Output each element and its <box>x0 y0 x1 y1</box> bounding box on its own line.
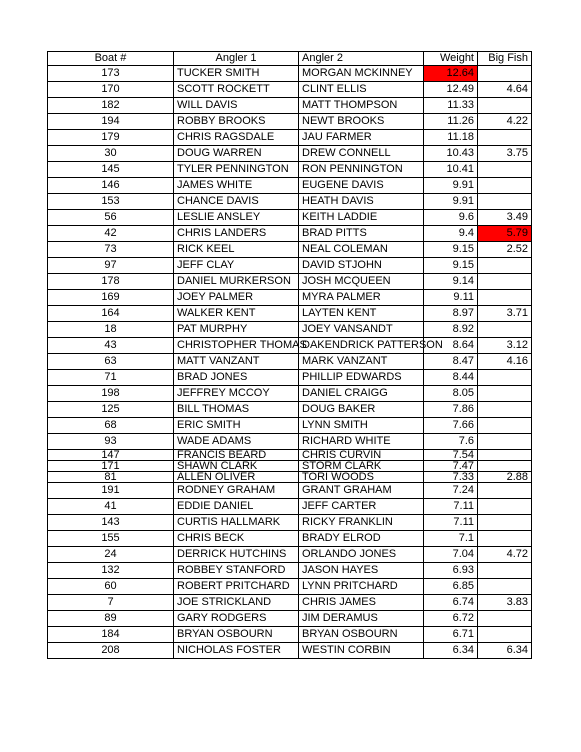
big-fish-cell: 3.49 <box>478 210 532 226</box>
weight-cell: 6.71 <box>424 627 478 643</box>
boat-number-cell: 191 <box>48 483 174 499</box>
boat-number-cell: 18 <box>48 322 174 338</box>
angler-2-cell: JOSH MCQUEEN <box>299 274 424 290</box>
table-row <box>48 499 532 515</box>
big-fish-cell: 3.12 <box>478 338 532 354</box>
table-row <box>48 114 532 130</box>
angler-2-cell: LAYTEN KENT <box>299 306 424 322</box>
weight-cell: 6.93 <box>424 563 478 579</box>
boat-number-cell: 145 <box>48 162 174 178</box>
big-fish-cell <box>478 483 532 499</box>
big-fish-cell <box>478 515 532 531</box>
angler-1-cell: CHRIS LANDERS <box>174 226 299 242</box>
big-fish-cell <box>478 130 532 146</box>
table-row <box>48 306 532 322</box>
big-fish-cell <box>478 579 532 595</box>
big-fish-cell <box>478 66 532 82</box>
angler-2-cell: RON PENNINGTON <box>299 162 424 178</box>
angler-2-cell: RICKY FRANKLIN <box>299 515 424 531</box>
table-row <box>48 627 532 643</box>
angler-1-cell: NICHOLAS FOSTER <box>174 643 299 659</box>
angler-2-cell: EUGENE DAVIS <box>299 178 424 194</box>
angler-1-cell: WALKER KENT <box>174 306 299 322</box>
weight-cell: 7.04 <box>424 547 478 563</box>
weight-cell: 11.18 <box>424 130 478 146</box>
boat-number-cell: 164 <box>48 306 174 322</box>
big-fish-cell: 3.83 <box>478 595 532 611</box>
boat-number-cell: 178 <box>48 274 174 290</box>
boat-number-cell: 173 <box>48 66 174 82</box>
angler-1-cell: SCOTT ROCKETT <box>174 82 299 98</box>
boat-number-cell: 93 <box>48 434 174 450</box>
boat-number-cell: 171 <box>48 461 174 472</box>
big-fish-cell: 2.88 <box>478 472 532 483</box>
big-fish-cell <box>478 178 532 194</box>
angler-1-cell: ROBBEY STANFORD <box>174 563 299 579</box>
boat-number-cell: 43 <box>48 338 174 354</box>
big-fish-cell <box>478 274 532 290</box>
boat-number-cell: 42 <box>48 226 174 242</box>
weight-cell: 10.41 <box>424 162 478 178</box>
angler-1-cell: CHRIS BECK <box>174 531 299 547</box>
weight-cell: 9.15 <box>424 242 478 258</box>
big-fish-cell <box>478 386 532 402</box>
angler-1-cell: JOE STRICKLAND <box>174 595 299 611</box>
table-row <box>48 290 532 306</box>
angler-1-cell: SHAWN CLARK <box>174 461 299 472</box>
weight-cell: 9.91 <box>424 178 478 194</box>
table-row <box>48 386 532 402</box>
big-fish-cell <box>478 563 532 579</box>
results-table <box>47 51 532 659</box>
weight-cell: 7.66 <box>424 418 478 434</box>
table-row <box>48 402 532 418</box>
table-row <box>48 515 532 531</box>
angler-1-cell: JOEY PALMER <box>174 290 299 306</box>
table-row <box>48 611 532 627</box>
boat-number-cell: 194 <box>48 114 174 130</box>
angler-2-cell: JEFF CARTER <box>299 499 424 515</box>
angler-1-cell: TUCKER SMITH <box>174 66 299 82</box>
weight-cell: 8.05 <box>424 386 478 402</box>
angler-1-cell: WADE ADAMS <box>174 434 299 450</box>
angler-2-cell: JIM DERAMUS <box>299 611 424 627</box>
boat-number-cell: 155 <box>48 531 174 547</box>
angler-2-cell: TORI WOODS <box>299 472 424 483</box>
weight-cell: 12.49 <box>424 82 478 98</box>
table-row <box>48 579 532 595</box>
boat-number-cell: 41 <box>48 499 174 515</box>
header-boat: Boat # <box>48 52 174 66</box>
boat-number-cell: 184 <box>48 627 174 643</box>
angler-1-cell: RODNEY GRAHAM <box>174 483 299 499</box>
weight-cell: 11.26 <box>424 114 478 130</box>
big-fish-cell: 6.34 <box>478 643 532 659</box>
angler-2-cell: WESTIN CORBIN <box>299 643 424 659</box>
table-row <box>48 472 532 483</box>
big-fish-cell <box>478 290 532 306</box>
angler-2-cell: BRAD PITTS <box>299 226 424 242</box>
angler-2-cell: MATT THOMPSON <box>299 98 424 114</box>
angler-1-cell: PAT MURPHY <box>174 322 299 338</box>
table-row <box>48 194 532 210</box>
angler-2-cell: JASON HAYES <box>299 563 424 579</box>
big-fish-cell <box>478 402 532 418</box>
big-fish-cell <box>478 418 532 434</box>
angler-1-cell: BRYAN OSBOURN <box>174 627 299 643</box>
table-row <box>48 434 532 450</box>
table-row <box>48 226 532 242</box>
boat-number-cell: 97 <box>48 258 174 274</box>
angler-2-cell: BRYAN OSBOURN <box>299 627 424 643</box>
big-fish-cell <box>478 450 532 461</box>
angler-2-cell: DREW CONNELL <box>299 146 424 162</box>
angler-1-cell: JEFF CLAY <box>174 258 299 274</box>
angler-2-cell: RICHARD WHITE <box>299 434 424 450</box>
angler-1-cell: TYLER PENNINGTON <box>174 162 299 178</box>
table-row <box>48 370 532 386</box>
weight-cell: 7.86 <box>424 402 478 418</box>
boat-number-cell: 60 <box>48 579 174 595</box>
angler-2-cell: DOUG BAKER <box>299 402 424 418</box>
weight-cell: 7.11 <box>424 499 478 515</box>
angler-2-cell: JOEY VANSANDT <box>299 322 424 338</box>
weight-cell: 9.15 <box>424 258 478 274</box>
angler-1-cell: ROBERT PRITCHARD <box>174 579 299 595</box>
weight-cell: 9.14 <box>424 274 478 290</box>
boat-number-cell: 208 <box>48 643 174 659</box>
weight-cell: 8.92 <box>424 322 478 338</box>
table-row <box>48 322 532 338</box>
big-fish-cell <box>478 461 532 472</box>
weight-cell: 8.97 <box>424 306 478 322</box>
boat-number-cell: 24 <box>48 547 174 563</box>
weight-cell: 9.11 <box>424 290 478 306</box>
weight-cell: 7.47 <box>424 461 478 472</box>
weight-cell: 7.33 <box>424 472 478 483</box>
angler-1-cell: DOUG WARREN <box>174 146 299 162</box>
angler-1-cell: WILL DAVIS <box>174 98 299 114</box>
boat-number-cell: 89 <box>48 611 174 627</box>
angler-2-cell: STORM CLARK <box>299 461 424 472</box>
header-weight: Weight <box>424 52 478 66</box>
angler-1-cell: GARY RODGERS <box>174 611 299 627</box>
table-row <box>48 338 532 354</box>
angler-2-cell: HEATH DAVIS <box>299 194 424 210</box>
boat-number-cell: 132 <box>48 563 174 579</box>
header-big-fish: Big Fish <box>478 52 532 66</box>
weight-cell: 10.43 <box>424 146 478 162</box>
angler-2-cell: PHILLIP EDWARDS <box>299 370 424 386</box>
boat-number-cell: 125 <box>48 402 174 418</box>
angler-2-cell: CLINT ELLIS <box>299 82 424 98</box>
boat-number-cell: 179 <box>48 130 174 146</box>
big-fish-cell: 5.79 <box>478 226 532 242</box>
table-row <box>48 210 532 226</box>
angler-2-cell: DANIEL CRAIGG <box>299 386 424 402</box>
angler-1-cell: MATT VANZANT <box>174 354 299 370</box>
weight-cell: 9.4 <box>424 226 478 242</box>
weight-cell: 6.74 <box>424 595 478 611</box>
table-row <box>48 146 532 162</box>
header-angler-2: Angler 2 <box>299 52 424 66</box>
table-row <box>48 242 532 258</box>
angler-2-cell: MORGAN MCKINNEY <box>299 66 424 82</box>
table-row <box>48 274 532 290</box>
weight-cell: 9.91 <box>424 194 478 210</box>
angler-2-cell: JAU FARMER <box>299 130 424 146</box>
boat-number-cell: 146 <box>48 178 174 194</box>
boat-number-cell: 7 <box>48 595 174 611</box>
weight-cell: 7.1 <box>424 531 478 547</box>
angler-1-cell: EDDIE DANIEL <box>174 499 299 515</box>
angler-2-cell: LYNN PRITCHARD <box>299 579 424 595</box>
big-fish-cell <box>478 194 532 210</box>
weight-cell: 7.11 <box>424 515 478 531</box>
weight-cell: 7.24 <box>424 483 478 499</box>
boat-number-cell: 68 <box>48 418 174 434</box>
weight-cell: 6.85 <box>424 579 478 595</box>
angler-2-cell: ORLANDO JONES <box>299 547 424 563</box>
boat-number-cell: 30 <box>48 146 174 162</box>
table-header <box>48 52 532 66</box>
weight-cell: 11.33 <box>424 98 478 114</box>
table-row <box>48 418 532 434</box>
angler-1-cell: FRANCIS BEARD <box>174 450 299 461</box>
big-fish-cell: 4.64 <box>478 82 532 98</box>
table-row <box>48 450 532 461</box>
table-row <box>48 66 532 82</box>
angler-2-cell: MYRA PALMER <box>299 290 424 306</box>
weight-cell: 7.6 <box>424 434 478 450</box>
table-row <box>48 643 532 659</box>
big-fish-cell <box>478 258 532 274</box>
table-row <box>48 595 532 611</box>
angler-2-cell: NEWT BROOKS <box>299 114 424 130</box>
big-fish-cell <box>478 499 532 515</box>
angler-1-cell: CHRISTOPHER THOMAS <box>174 338 299 354</box>
angler-2-cell: LYNN SMITH <box>299 418 424 434</box>
big-fish-cell: 4.72 <box>478 547 532 563</box>
big-fish-cell <box>478 322 532 338</box>
boat-number-cell: 198 <box>48 386 174 402</box>
angler-2-cell: DAVID STJOHN <box>299 258 424 274</box>
angler-1-cell: DANIEL MURKERSON <box>174 274 299 290</box>
big-fish-cell <box>478 98 532 114</box>
angler-2-cell: KEITH LADDIE <box>299 210 424 226</box>
big-fish-cell <box>478 162 532 178</box>
angler-1-cell: DERRICK HUTCHINS <box>174 547 299 563</box>
table-row <box>48 547 532 563</box>
table-row <box>48 354 532 370</box>
big-fish-cell: 2.52 <box>478 242 532 258</box>
angler-1-cell: JAMES WHITE <box>174 178 299 194</box>
big-fish-cell: 4.22 <box>478 114 532 130</box>
table-body <box>48 66 532 659</box>
angler-1-cell: BILL THOMAS <box>174 402 299 418</box>
angler-2-cell: DAKENDRICK PATTERSON <box>299 338 424 354</box>
boat-number-cell: 71 <box>48 370 174 386</box>
big-fish-cell <box>478 627 532 643</box>
boat-number-cell: 153 <box>48 194 174 210</box>
table-row <box>48 563 532 579</box>
big-fish-cell <box>478 611 532 627</box>
boat-number-cell: 81 <box>48 472 174 483</box>
angler-1-cell: CURTIS HALLMARK <box>174 515 299 531</box>
boat-number-cell: 182 <box>48 98 174 114</box>
table-row <box>48 178 532 194</box>
angler-2-cell: GRANT GRAHAM <box>299 483 424 499</box>
boat-number-cell: 147 <box>48 450 174 461</box>
table-row <box>48 162 532 178</box>
boat-number-cell: 170 <box>48 82 174 98</box>
angler-1-cell: CHRIS RAGSDALE <box>174 130 299 146</box>
angler-1-cell: RICK KEEL <box>174 242 299 258</box>
angler-1-cell: ROBBY BROOKS <box>174 114 299 130</box>
weight-cell: 12.64 <box>424 66 478 82</box>
big-fish-cell: 4.16 <box>478 354 532 370</box>
table-row <box>48 98 532 114</box>
header-row <box>48 52 532 66</box>
weight-cell: 8.47 <box>424 354 478 370</box>
angler-1-cell: JEFFREY MCCOY <box>174 386 299 402</box>
boat-number-cell: 56 <box>48 210 174 226</box>
weight-cell: 6.72 <box>424 611 478 627</box>
weight-cell: 6.34 <box>424 643 478 659</box>
table-row <box>48 258 532 274</box>
table-row <box>48 461 532 472</box>
angler-2-cell: CHRIS CURVIN <box>299 450 424 461</box>
angler-1-cell: ALLEN OLIVER <box>174 472 299 483</box>
weight-cell: 8.44 <box>424 370 478 386</box>
angler-2-cell: CHRIS JAMES <box>299 595 424 611</box>
boat-number-cell: 143 <box>48 515 174 531</box>
weight-cell: 8.64 <box>424 338 478 354</box>
big-fish-cell: 3.71 <box>478 306 532 322</box>
table-row <box>48 82 532 98</box>
boat-number-cell: 63 <box>48 354 174 370</box>
boat-number-cell: 169 <box>48 290 174 306</box>
weight-cell: 9.6 <box>424 210 478 226</box>
angler-1-cell: LESLIE ANSLEY <box>174 210 299 226</box>
angler-1-cell: ERIC SMITH <box>174 418 299 434</box>
angler-2-cell: NEAL COLEMAN <box>299 242 424 258</box>
header-angler-1: Angler 1 <box>174 52 299 66</box>
table-row <box>48 483 532 499</box>
table-row <box>48 130 532 146</box>
angler-1-cell: CHANCE DAVIS <box>174 194 299 210</box>
big-fish-cell <box>478 531 532 547</box>
angler-1-cell: BRAD JONES <box>174 370 299 386</box>
big-fish-cell <box>478 434 532 450</box>
big-fish-cell <box>478 370 532 386</box>
angler-2-cell: MARK VANZANT <box>299 354 424 370</box>
table-row <box>48 531 532 547</box>
big-fish-cell: 3.75 <box>478 146 532 162</box>
weight-cell: 7.54 <box>424 450 478 461</box>
boat-number-cell: 73 <box>48 242 174 258</box>
angler-2-cell: BRADY ELROD <box>299 531 424 547</box>
